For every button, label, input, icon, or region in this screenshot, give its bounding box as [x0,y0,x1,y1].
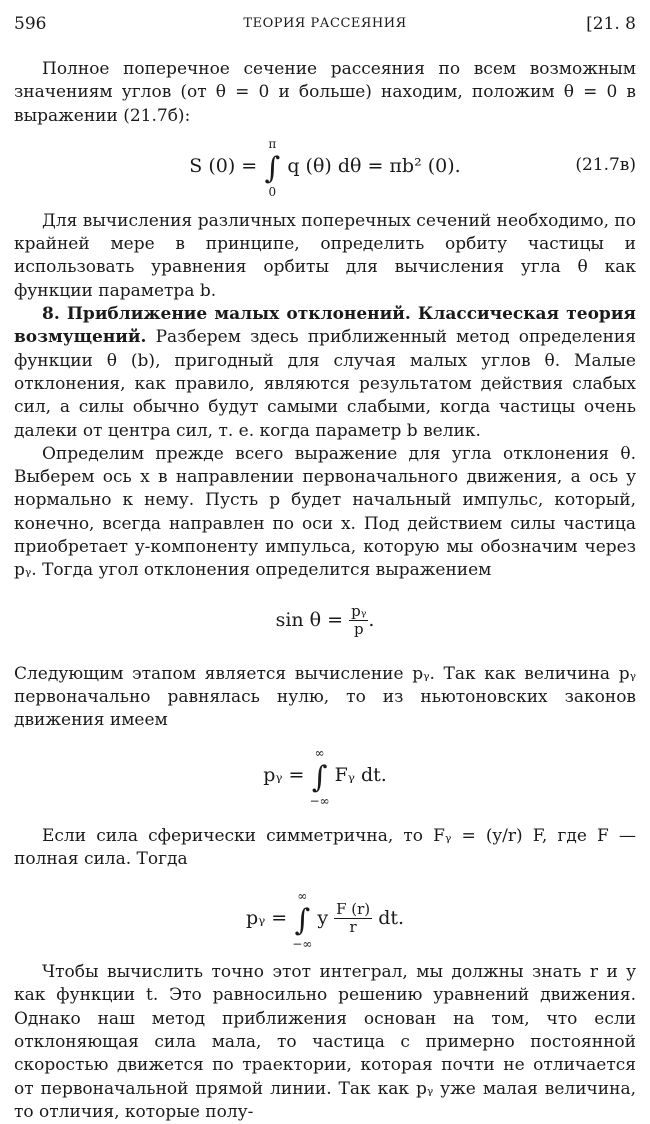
page-body [14,58,636,1124]
eq4-rhs: dt. [378,906,405,929]
eq3-lower-limit: −∞ [309,793,330,808]
integral-sign: ∫ ∞ −∞ [292,888,313,951]
eq2-denominator: p [353,619,364,638]
running-title: ТЕОРИЯ РАССЕЯНИЯ [243,16,407,31]
eq2-lhs: sin θ = [275,608,344,631]
paragraph-4: Следующим этапом является вычисление pᵧ. Так как величина pᵧ первоначально равнялась нулю, то из ньютоновских законов движения имеем [14,663,636,731]
eq4-lhs: pᵧ = [245,906,288,929]
eq2-numerator: pᵧ [351,601,367,620]
paragraph-5: Если сила сферически симметрична, то Fᵧ = (y/r) F, где F — полная сила. Тогда [14,825,636,869]
paragraph-2: Для вычисления различных поперечных сечений необходимо, по крайней мере в принципе, определить орбиту частицы и использовать уравнения орбиты для вычисления угла θ как функции параметра b. [14,210,636,301]
eq4-fraction [334,901,372,937]
equation-py-integral [14,733,636,825]
equation-sin-theta [14,583,636,663]
paragraph-1: Полное поперечное сечение рассеяния по всем возможным значениям углов (от θ = 0 и больше) находим, положим θ = 0 в выражении (21.7б): [14,59,636,126]
equation-number: (21.7в) [575,154,636,175]
equation-21-7v [14,128,636,210]
eq3-lhs: pᵧ = [263,763,305,786]
eq1-lower-limit: 0 [268,184,277,199]
paragraph-6: Чтобы вычислить точно этот интеграл, мы должны знать r и y как функции t. Это равносильно решению уравнений движения. Однако наш метод приближения основан на том, что если отклоняющая сила мала, то частица с примерно постоянной скоростью движется по траектории, которая почти не отличается от первоначальной прямой линии. Так как pᵧ уже малая величина, то отличия, которые полу- [14,962,636,1122]
eq4-pre: y [317,906,329,929]
eq2-fraction [349,603,368,639]
eq4-lower-limit: −∞ [292,936,313,951]
eq3-rhs: Fᵧ dt. [334,763,387,786]
eq1-upper-limit: π [268,136,277,151]
section-ref: [21. 8 [586,14,636,34]
section-8-heading: 8. Приближение малых отклонений. Классическая теория возмущений. [14,304,636,348]
section-8-text: Разберем здесь приближенный метод определения функции θ (b), пригодный для случая малых углов θ. Малые отклонения, как правило, являются результатом действия слабых сил, а силы обычно будут самыми слабыми, когда частицы очень далеки от центра сил, т. е. когда параметр b велик. [14,327,636,441]
integral-sign: ∫ π 0 [264,136,281,199]
eq4-numerator: F (r) [336,900,371,919]
paragraph-3: Определим прежде всего выражение для угла отклонения θ. Выберем ось x в направлении первоначального движения, а ось y нормально к нему. Пусть p будет начальный импульс, который, конечно, всегда направлен по оси x. Под действием силы частица приобретает y-компоненту импульса, которую мы обозначим через pᵧ. Тогда угол отклонения определится выражением [14,443,636,581]
eq1-lhs: S (0) = [189,154,258,177]
eq3-upper-limit: ∞ [314,745,325,760]
eq4-upper-limit: ∞ [297,888,308,903]
eq2-tail: . [368,608,375,631]
integral-sign: ∫ ∞ −∞ [309,745,330,808]
equation-py-force [14,871,636,961]
section-8-paragraph [14,303,636,443]
eq4-denominator: r [349,918,357,937]
page-number: 596 [14,14,47,34]
page-header [14,14,636,40]
eq1-rhs: q (θ) dθ = πb² (0). [287,154,461,177]
